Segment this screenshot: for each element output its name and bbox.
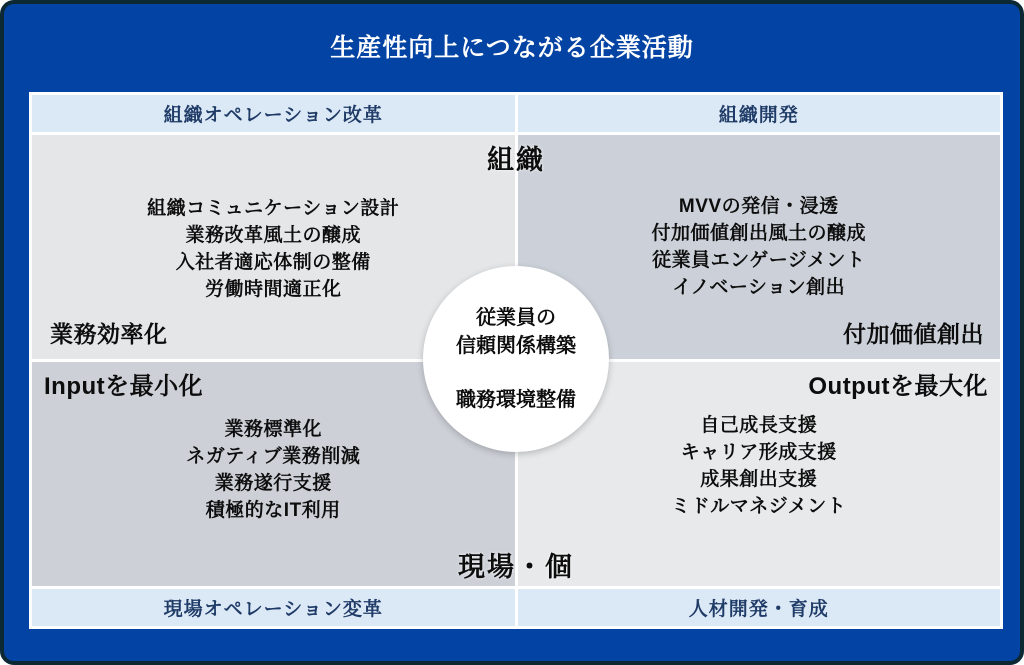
band-top-left: 組織オペレーション改革 bbox=[32, 95, 515, 132]
quadrant-top-right-items bbox=[651, 193, 866, 301]
list-item: 業務遂行支援 bbox=[214, 473, 332, 494]
quadrant-top-right-label: 付加価値創出 bbox=[843, 321, 984, 347]
list-item: 自己成長支援 bbox=[700, 415, 818, 436]
band-top-right: 組織開発 bbox=[518, 95, 1001, 132]
band-bottom-right: 人材開発・育成 bbox=[518, 589, 1001, 626]
center-circle bbox=[423, 266, 609, 452]
quadrant-bottom-left-items bbox=[186, 416, 360, 524]
list-item: 労働時間適正化 bbox=[204, 279, 342, 300]
list-item: キャリア形成支援 bbox=[680, 442, 837, 463]
list-item: 入社者適応体制の整備 bbox=[175, 252, 371, 273]
list-item: 成果創出支援 bbox=[700, 469, 818, 490]
list-item: 組織コミュニケーション設計 bbox=[147, 198, 400, 219]
list-item: 業務標準化 bbox=[224, 419, 322, 440]
circle-line-1: 従業員の bbox=[476, 307, 556, 329]
circle-line-2: 信頼関係構築 bbox=[456, 335, 576, 357]
list-item: ミドルマネジメント bbox=[671, 496, 847, 517]
list-item: 積極的なIT利用 bbox=[205, 500, 341, 521]
quadrant-bottom-right-label: Outputを最大化 bbox=[808, 373, 988, 400]
circle-line-3: 職務環境整備 bbox=[456, 389, 576, 411]
axis-label-top: 組織 bbox=[487, 145, 545, 175]
page-title: 生産性向上につながる企業活動 bbox=[330, 34, 694, 62]
quadrant-matrix bbox=[29, 92, 1003, 629]
list-item: MVVの発信・浸透 bbox=[678, 196, 839, 217]
quadrant-bottom-right-items bbox=[671, 412, 846, 520]
list-item: ネガティブ業務削減 bbox=[186, 446, 361, 467]
quadrant-top-left-label: 業務効率化 bbox=[50, 321, 168, 347]
list-item: 従業員エンゲージメント bbox=[652, 250, 866, 271]
quadrant-bottom-left-label: Inputを最小化 bbox=[44, 373, 204, 400]
axis-label-bottom: 現場・個 bbox=[458, 552, 574, 582]
list-item: イノベーション創出 bbox=[672, 277, 846, 298]
quadrant-top-left-items bbox=[147, 195, 399, 303]
list-item: 付加価値創出風土の醸成 bbox=[651, 223, 866, 244]
band-bottom-left: 現場オペレーション変革 bbox=[32, 589, 515, 626]
list-item: 業務改革風土の醸成 bbox=[185, 225, 361, 246]
